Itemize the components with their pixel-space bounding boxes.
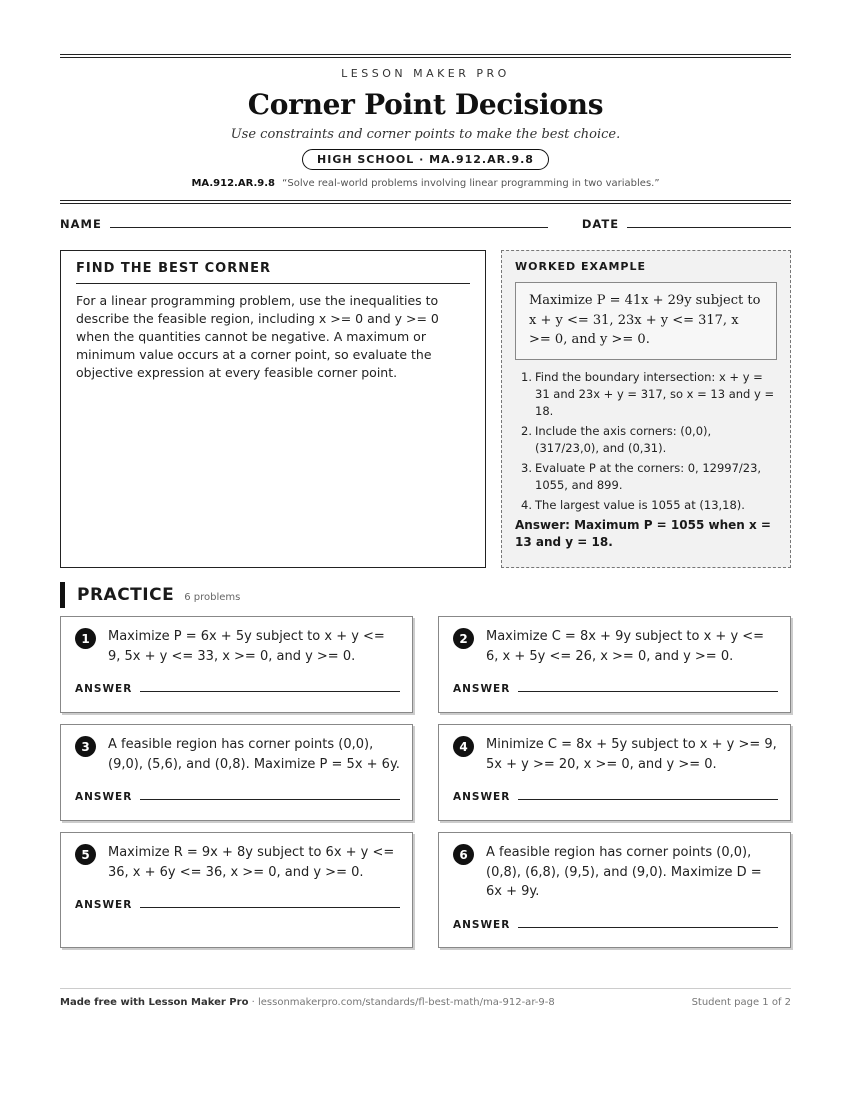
- problem-text: Maximize P = 6x + 5y subject to x + y <= 9, 5x + y <= 33, x >= 0, and y >= 0.: [108, 629, 385, 664]
- answer-line[interactable]: [518, 799, 778, 800]
- concept-body: For a linear programming problem, use the inequalities to describe the feasible region, including x >= 0 and y >= 0 when the quantities cannot be negative. A maximum or minimum value occurs at a corner point, so evaluate the objective expression at every feasible corner point.: [76, 293, 439, 380]
- date-field-line[interactable]: [627, 227, 791, 228]
- footer-url[interactable]: · lessonmakerpro.com/standards/fl-best-math/ma-912-ar-9-8: [248, 997, 555, 1008]
- step-text: Find the boundary intersection: x + y = 31 and 23x + y = 317, so x = 13 and y = 18.: [535, 369, 775, 418]
- practice-grid: [60, 616, 791, 956]
- example-step: [515, 369, 777, 420]
- worked-example-answer: Answer: Maximum P = 1055 when x = 13 and y = 18.: [515, 517, 771, 549]
- answer-label: ANSWER: [75, 683, 133, 695]
- answer-line[interactable]: [140, 907, 400, 908]
- page-title: Corner Point Decisions: [247, 88, 604, 121]
- problem-text: Maximize R = 9x + 8y subject to 6x + y <= 36, x + 6y <= 36, x >= 0, and y >= 0.: [108, 845, 395, 880]
- footer-made-with: Made free with Lesson Maker Pro: [60, 997, 249, 1008]
- problem-text: A feasible region has corner points (0,0), (0,8), (6,8), (9,5), and (9,0). Maximize D = 6x + 9y.: [486, 845, 762, 899]
- step-number: 1.: [521, 369, 532, 384]
- problem-number: 6: [453, 844, 474, 865]
- concept-heading: FIND THE BEST CORNER: [76, 261, 470, 284]
- answer-label: ANSWER: [75, 899, 133, 911]
- problem-number: 1: [75, 628, 96, 649]
- answer-line[interactable]: [140, 799, 400, 800]
- practice-problem-card: [60, 832, 413, 948]
- step-number: 4.: [521, 497, 532, 512]
- worked-example-steps: [515, 369, 777, 514]
- problem-number: 5: [75, 844, 96, 865]
- problem-text: A feasible region has corner points (0,0), (9,0), (5,6), and (0,8). Maximize P = 5x + 6y.: [108, 737, 400, 772]
- worked-example-problem: Maximize P = 41x + 29y subject to x + y <= 31, 23x + y <= 317, x >= 0, and y >= 0.: [515, 282, 777, 360]
- standard-code: MA.912.AR.9.8: [191, 178, 275, 189]
- problem-number: 2: [453, 628, 474, 649]
- practice-problem-card: [438, 832, 791, 948]
- answer-label: ANSWER: [453, 918, 511, 931]
- intro-row: [60, 250, 791, 568]
- answer-label: ANSWER: [75, 791, 133, 803]
- answer-line[interactable]: [140, 691, 400, 692]
- step-text: The largest value is 1055 at (13,18).: [535, 497, 745, 512]
- worksheet-header: [60, 58, 791, 189]
- date-label: DATE: [581, 217, 620, 231]
- step-number: 3.: [521, 460, 532, 475]
- worked-example-heading: WORKED EXAMPLE: [515, 260, 646, 273]
- answer-label: ANSWER: [453, 791, 511, 803]
- problem-number: 3: [75, 736, 96, 757]
- step-text: Include the axis corners: (0,0), (317/23,0), and (0,31).: [535, 423, 712, 455]
- step-number: 2.: [521, 423, 532, 438]
- worksheet-page: [60, 54, 791, 956]
- worked-example-box: [501, 250, 791, 568]
- practice-problem-card: [60, 724, 413, 821]
- practice-problem-card: [60, 616, 413, 713]
- step-text: Evaluate P at the corners: 0, 12997/23, 1055, and 899.: [535, 460, 762, 492]
- example-step: [515, 423, 777, 457]
- name-date-row: [60, 217, 791, 231]
- example-step: [515, 497, 777, 514]
- header-bottom-rule: [60, 200, 791, 204]
- name-field-line[interactable]: [110, 227, 548, 228]
- practice-count: 6 problems: [184, 592, 241, 603]
- footer-credit: [60, 997, 555, 1008]
- answer-line[interactable]: [518, 691, 778, 692]
- problem-text: Minimize C = 8x + 5y subject to x + y >= 9, 5x + y >= 20, x >= 0, and y >= 0.: [486, 737, 777, 772]
- answer-line[interactable]: [518, 927, 778, 928]
- name-label: NAME: [60, 217, 102, 231]
- grade-standard-badge: HIGH SCHOOL · MA.912.AR.9.8: [302, 149, 549, 170]
- concept-box: [60, 250, 486, 568]
- practice-problem-card: [438, 724, 791, 821]
- standard-text: “Solve real-world problems involving linear programming in two variables.”: [282, 178, 660, 189]
- footer-page-number: Student page 1 of 2: [691, 997, 791, 1008]
- page-subtitle: Use constraints and corner points to make the best choice.: [230, 127, 621, 142]
- problem-number: 4: [453, 736, 474, 757]
- answer-label: ANSWER: [453, 683, 511, 695]
- practice-heading: PRACTICE: [77, 585, 175, 605]
- brand-name: LESSON MAKER PRO: [341, 67, 510, 80]
- problem-text: Maximize C = 8x + 9y subject to x + y <= 6, x + 5y <= 26, x >= 0, and y >= 0.: [486, 629, 765, 664]
- practice-header: [60, 582, 791, 608]
- page-footer: [60, 988, 791, 1008]
- practice-problem-card: [438, 616, 791, 713]
- example-step: [515, 460, 777, 494]
- standard-description: [60, 178, 791, 189]
